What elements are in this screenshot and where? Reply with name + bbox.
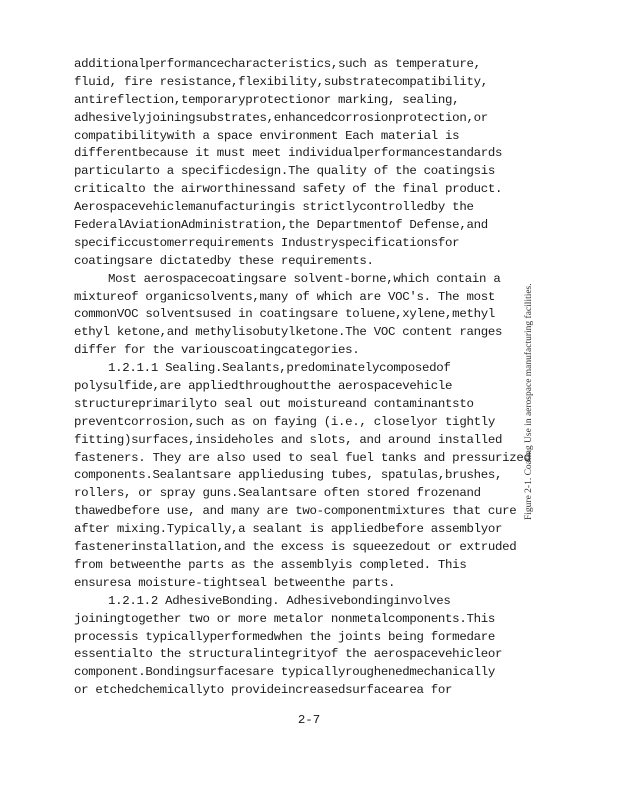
text-line: after mixing.Typically,a sealant is appliedbefore assemblyor — [74, 522, 503, 537]
text-line: from betweenthe parts as the assemblyis completed. This — [74, 557, 467, 572]
text-line: FederalAviationAdministration,the Departmentof Defense,and — [74, 218, 488, 233]
text-line: thawedbefore use, and many are two-componentmixtures that cure — [74, 504, 517, 519]
text-line: rollers, or spray guns.Sealantsare often stored frozenand — [74, 486, 481, 501]
text-line: 1.2.1.1 Sealing.Sealants,predominatelycomposedof — [108, 361, 451, 376]
text-line: specificcustomerrequirements Industryspecificationsfor — [74, 235, 460, 250]
text-line: criticalto the airworthinessand safety of the final product. — [74, 182, 503, 197]
text-line: compatibilitywith a space environment Each material is — [74, 128, 460, 143]
page-number: 2-7 — [297, 713, 321, 727]
text-line: joiningtogether two or more metalor nonmetalcomponents.This — [74, 611, 496, 626]
text-line: coatingsare dictatedby these requirements. — [74, 253, 374, 268]
text-line: component.Bondingsurfacesare typicallyroughenedmechanically — [74, 665, 496, 680]
text-line: particularto a specificdesign.The quality of the coatingsis — [74, 164, 496, 179]
text-line: mixtureof organicsolvents,many of which are VOC's. The most — [74, 289, 496, 304]
text-line: polysulfide,are appliedthroughoutthe aerospacevehicle — [74, 379, 453, 394]
text-line: or etchedchemicallyto provideincreasedsurfacearea for — [74, 683, 453, 698]
text-line: differ for the variouscoatingcategories. — [74, 343, 360, 358]
text-line: adhesivelyjoiningsubstrates,enhancedcorrosionprotection,or — [74, 110, 488, 125]
text-line: fasteners. They are also used to seal fuel tanks and pressurized — [74, 450, 531, 465]
rotated-side-note: Figure 2-1. Coating Use in aerospace manufacturing facilities. — [524, 283, 534, 520]
text-line: 1.2.1.2 AdhesiveBonding. Adhesivebondinginvolves — [108, 593, 451, 608]
text-line: differentbecause it must meet individualperformancestandards — [74, 146, 503, 161]
text-line: fastenerinstallation,and the excess is squeezedout or extruded — [74, 540, 517, 555]
text-line: Most aerospacecoatingsare solvent-borne,which contain a — [108, 271, 501, 286]
text-line: antireflection,temporaryprotectionor marking, sealing, — [74, 92, 460, 107]
text-line: commonVOC solventsused in coatingsare toluene,xylene,methyl — [74, 307, 496, 322]
text-line: fitting)surfaces,insideholes and slots, and around installed — [74, 432, 503, 447]
text-line: fluid, fire resistance,flexibility,substratecompatibility, — [74, 74, 488, 89]
text-line: Aerospacevehiclemanufacturingis strictlycontrolledby the — [74, 200, 474, 215]
text-line: ensuresa moisture-tightseal betweenthe parts. — [74, 575, 396, 590]
text-line: preventcorrosion,such as on faying (i.e., closelyor tightly — [74, 414, 496, 429]
text-line: components.Sealantsare appliedusing tubes, spatulas,brushes, — [74, 468, 503, 483]
text-line: structureprimarilyto seal out moistureand contaminantsto — [74, 396, 474, 411]
text-line: processis typicallyperformedwhen the joints being formedare — [74, 629, 496, 644]
text-line: ethyl ketone,and methylisobutylketone.The VOC content ranges — [74, 325, 503, 340]
text-line: additionalperformancecharacteristics,such as temperature, — [74, 57, 481, 71]
body-text — [74, 56, 552, 700]
text-line: essentialto the structuralintegrityof the aerospacevehicleor — [74, 647, 503, 662]
